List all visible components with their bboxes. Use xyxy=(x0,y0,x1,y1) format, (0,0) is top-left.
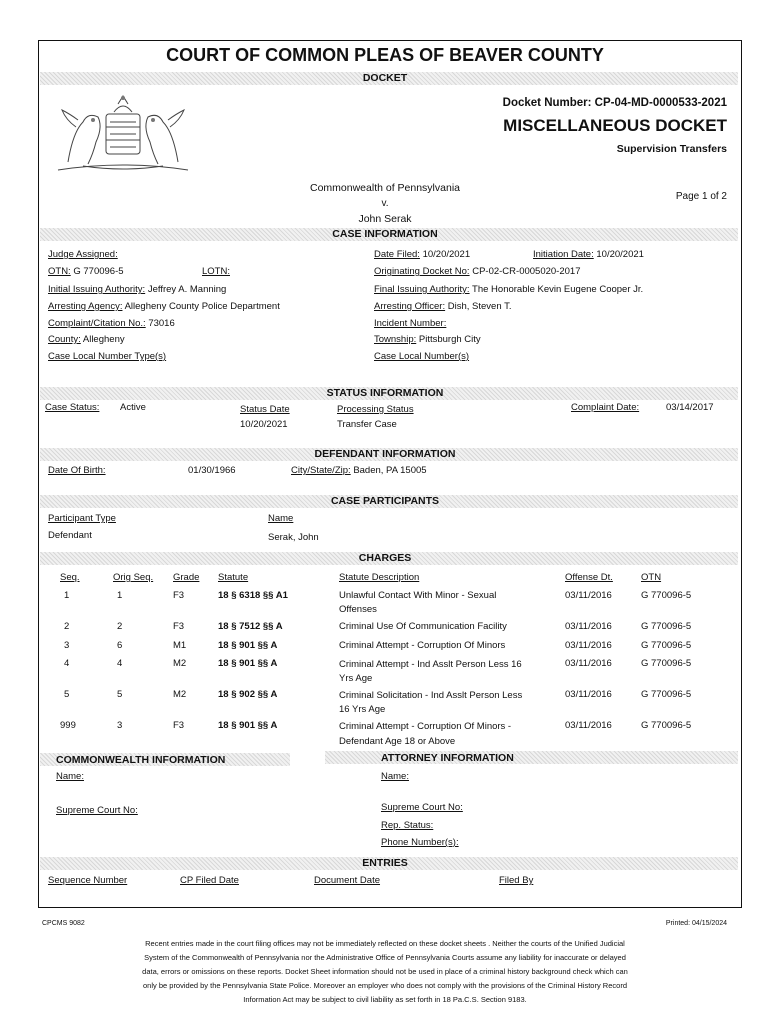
complaint-date-label: Complaint Date: xyxy=(571,402,640,413)
csz-value: Baden, PA 15005 xyxy=(353,465,427,476)
officer-value: Dish, Steven T. xyxy=(447,301,512,312)
otn-label: OTN: xyxy=(48,266,71,277)
attorney-supreme-label: Supreme Court No: xyxy=(381,802,463,813)
charge-6-desc-cont: Defendant Age 18 or Above xyxy=(339,736,456,747)
iia-value: Jeffrey A. Manning xyxy=(147,284,227,295)
charges-header-description: Statute Description xyxy=(339,572,420,583)
charges-header-otn: OTN xyxy=(641,572,662,583)
fia-row xyxy=(374,284,643,295)
charge-6-seq: 999 xyxy=(60,720,76,731)
incident-label: Incident Number: xyxy=(374,318,447,329)
charge-3-seq: 3 xyxy=(64,640,70,651)
pennsylvania-seal-icon xyxy=(48,92,198,174)
charges-header-offense-date: Offense Dt. xyxy=(565,572,613,583)
date-filed-label: Date Filed: xyxy=(374,249,420,260)
disclaimer-line-5: Information Act may be subject to civil liability as set forth in 18 Pa.C.S. Section 9183. xyxy=(243,995,527,1004)
date-filed-value: 10/20/2021 xyxy=(422,249,471,260)
orig-docket-value: CP-02-CR-0005020-2017 xyxy=(472,266,581,277)
initiation-row xyxy=(533,249,644,260)
processing-value: Transfer Case xyxy=(337,419,397,430)
charge-3-grade: M1 xyxy=(173,640,187,651)
charge-4-orig: 4 xyxy=(117,658,123,669)
caption-versus: v. xyxy=(381,198,389,209)
charge-5-grade: M2 xyxy=(173,689,187,700)
charge-2-desc: Criminal Use Of Communication Facility xyxy=(339,621,507,632)
csz-label: City/State/Zip: xyxy=(291,465,351,476)
charge-1-otn: G 770096-5 xyxy=(641,590,692,601)
csz-row xyxy=(291,465,427,476)
charge-1-desc-cont: Offenses xyxy=(339,604,377,615)
charge-2-date: 03/11/2016 xyxy=(565,621,612,632)
initiation-label: Initiation Date: xyxy=(533,249,594,260)
attorney-phone-label: Phone Number(s): xyxy=(381,837,459,848)
participant-name-label: Name xyxy=(268,513,294,524)
clnt-label: Case Local Number Type(s) xyxy=(48,351,167,362)
disclaimer-line-3: data, errors or omissions on these reports. Docket Sheet information should not be used in place of a criminal history background check which can xyxy=(142,967,628,976)
docket-subtype: Supervision Transfers xyxy=(616,143,727,155)
entries-header-sequence: Sequence Number xyxy=(48,875,128,886)
dob-value: 01/30/1966 xyxy=(188,465,236,476)
charges-header-orig-seq: Orig Seq. xyxy=(113,572,154,583)
charge-6-grade: F3 xyxy=(173,720,185,731)
iia-label: Initial Issuing Authority: xyxy=(48,284,146,295)
status-info-title: STATUS INFORMATION xyxy=(326,387,444,399)
charge-5-desc-cont: 16 Yrs Age xyxy=(339,704,386,715)
initiation-value: 10/20/2021 xyxy=(596,249,644,260)
commonwealth-supreme-label: Supreme Court No: xyxy=(56,805,138,816)
participant-type-value: Defendant xyxy=(48,530,92,541)
case-info-title: CASE INFORMATION xyxy=(332,228,438,240)
charges-title: CHARGES xyxy=(358,552,412,564)
agency-row xyxy=(48,301,280,312)
charge-2-statute: 18 § 7512 §§ A xyxy=(218,621,283,632)
orig-docket-label: Originating Docket No: xyxy=(374,266,470,277)
court-title: COURT OF COMMON PLEAS OF BEAVER COUNTY xyxy=(166,45,604,65)
commonwealth-title: COMMONWEALTH INFORMATION xyxy=(56,754,226,766)
fia-value: The Honorable Kevin Eugene Cooper Jr. xyxy=(472,284,644,295)
charge-2-grade: F3 xyxy=(173,621,185,632)
printed-date: Printed: 04/15/2024 xyxy=(665,920,727,927)
charge-1-statute: 18 § 6318 §§ A1 xyxy=(218,590,288,601)
otn-value: G 770096-5 xyxy=(73,266,124,277)
participants-title: CASE PARTICIPANTS xyxy=(330,495,440,507)
status-date-value: 10/20/2021 xyxy=(240,419,288,430)
township-row xyxy=(374,334,481,345)
cln-label: Case Local Number(s) xyxy=(374,351,470,362)
charge-1-grade: F3 xyxy=(173,590,185,601)
docket-type: MISCELLANEOUS DOCKET xyxy=(503,116,727,135)
officer-label: Arresting Officer: xyxy=(374,301,446,312)
charge-1-orig: 1 xyxy=(117,590,123,601)
agency-label: Arresting Agency: xyxy=(48,301,123,312)
charge-3-otn: G 770096-5 xyxy=(641,640,692,651)
orig-docket-row xyxy=(374,266,580,277)
entries-header-document-date: Document Date xyxy=(314,875,381,886)
attorney-title: ATTORNEY INFORMATION xyxy=(381,752,514,764)
attorney-rep-label: Rep. Status: xyxy=(381,820,434,831)
charge-5-orig: 5 xyxy=(117,689,123,700)
status-date-label: Status Date xyxy=(240,404,290,415)
charge-1-seq: 1 xyxy=(64,590,70,601)
charge-1-date: 03/11/2016 xyxy=(565,590,612,601)
caption-plaintiff: Commonwealth of Pennsylvania xyxy=(310,182,460,194)
county-row xyxy=(48,334,125,345)
defendant-info-title: DEFENDANT INFORMATION xyxy=(314,448,456,460)
fia-label: Final Issuing Authority: xyxy=(374,284,470,295)
charge-4-otn: G 770096-5 xyxy=(641,658,692,669)
county-label: County: xyxy=(48,334,81,345)
charge-2-orig: 2 xyxy=(117,621,123,632)
charge-5-desc: Criminal Solicitation - Ind Asslt Person Less xyxy=(339,690,523,701)
charge-1-desc: Unlawful Contact With Minor - Sexual xyxy=(339,590,497,601)
charge-3-desc: Criminal Attempt - Corruption Of Minors xyxy=(339,640,506,651)
charge-5-date: 03/11/2016 xyxy=(565,689,612,700)
charge-4-statute: 18 § 901 §§ A xyxy=(218,658,278,669)
processing-label: Processing Status xyxy=(337,404,414,415)
complaint-date-value: 03/14/2017 xyxy=(666,402,714,413)
charge-5-otn: G 770096-5 xyxy=(641,689,692,700)
docket-number: Docket Number: CP-04-MD-0000533-2021 xyxy=(502,97,727,109)
charge-4-grade: M2 xyxy=(173,658,187,669)
otn-row xyxy=(48,266,124,277)
charges-header-grade: Grade xyxy=(173,572,200,583)
participant-type-label: Participant Type xyxy=(48,513,116,524)
charge-2-seq: 2 xyxy=(64,621,70,632)
complaint-row xyxy=(48,318,175,329)
charge-4-desc-cont: Yrs Age xyxy=(339,673,373,684)
charge-4-desc: Criminal Attempt - Ind Asslt Person Less 16 xyxy=(339,659,522,670)
charge-3-statute: 18 § 901 §§ A xyxy=(218,640,278,651)
case-status-value: Active xyxy=(120,402,146,413)
charge-2-otn: G 770096-5 xyxy=(641,621,692,632)
complaint-value: 73016 xyxy=(148,318,175,329)
charge-5-seq: 5 xyxy=(64,689,70,700)
caption-defendant: John Serak xyxy=(358,213,412,225)
charge-6-otn: G 770096-5 xyxy=(641,720,692,731)
charges-header-statute: Statute xyxy=(218,572,249,583)
disclaimer-line-1: Recent entries made in the court filing offices may not be immediately reflected on these docket sheets . Neither the courts of the Unified Judicial xyxy=(145,939,625,948)
charge-5-statute: 18 § 902 §§ A xyxy=(218,689,278,700)
entries-header-filed-by: Filed By xyxy=(499,875,534,886)
date-filed-row xyxy=(374,249,470,260)
agency-value: Allegheny County Police Department xyxy=(124,301,280,312)
township-label: Township: xyxy=(374,334,417,345)
charge-6-orig: 3 xyxy=(117,720,123,731)
iia-row xyxy=(48,284,226,295)
attorney-name-label: Name: xyxy=(381,771,409,782)
dob-label: Date Of Birth: xyxy=(48,465,106,476)
charges-header-seq: Seq. xyxy=(60,572,80,583)
charge-4-seq: 4 xyxy=(64,658,70,669)
page-number: Page 1 of 2 xyxy=(675,191,727,202)
county-value: Allegheny xyxy=(82,334,125,345)
judge-label: Judge Assigned: xyxy=(48,249,118,260)
complaint-label: Complaint/Citation No.: xyxy=(48,318,146,329)
charge-6-date: 03/11/2016 xyxy=(565,720,612,731)
participant-name-value: Serak, John xyxy=(268,532,319,543)
entries-title: ENTRIES xyxy=(362,857,408,869)
charge-3-date: 03/11/2016 xyxy=(565,640,612,651)
charge-6-desc: Criminal Attempt - Corruption Of Minors - xyxy=(339,721,512,732)
township-value: Pittsburgh City xyxy=(418,334,481,345)
form-number: CPCMS 9082 xyxy=(42,920,85,927)
charge-6-statute: 18 § 901 §§ A xyxy=(218,720,278,731)
entries-header-cp-filed: CP Filed Date xyxy=(180,875,239,886)
charge-3-orig: 6 xyxy=(117,640,123,651)
docket-label: DOCKET xyxy=(362,72,408,84)
commonwealth-name-label: Name: xyxy=(56,771,84,782)
officer-row xyxy=(374,301,511,312)
case-status-label: Case Status: xyxy=(45,402,100,413)
lotn-label: LOTN: xyxy=(202,266,230,277)
disclaimer-line-2: System of the Commonwealth of Pennsylvania nor the Administrative Office of Pennsylvania Courts assume any liability for inaccurate or delayed xyxy=(144,953,626,962)
disclaimer-line-4: only be provided by the Pennsylvania State Police. Moreover an employer who does not comply with the provisions of the Criminal History Record xyxy=(143,981,627,990)
charge-4-date: 03/11/2016 xyxy=(565,658,612,669)
